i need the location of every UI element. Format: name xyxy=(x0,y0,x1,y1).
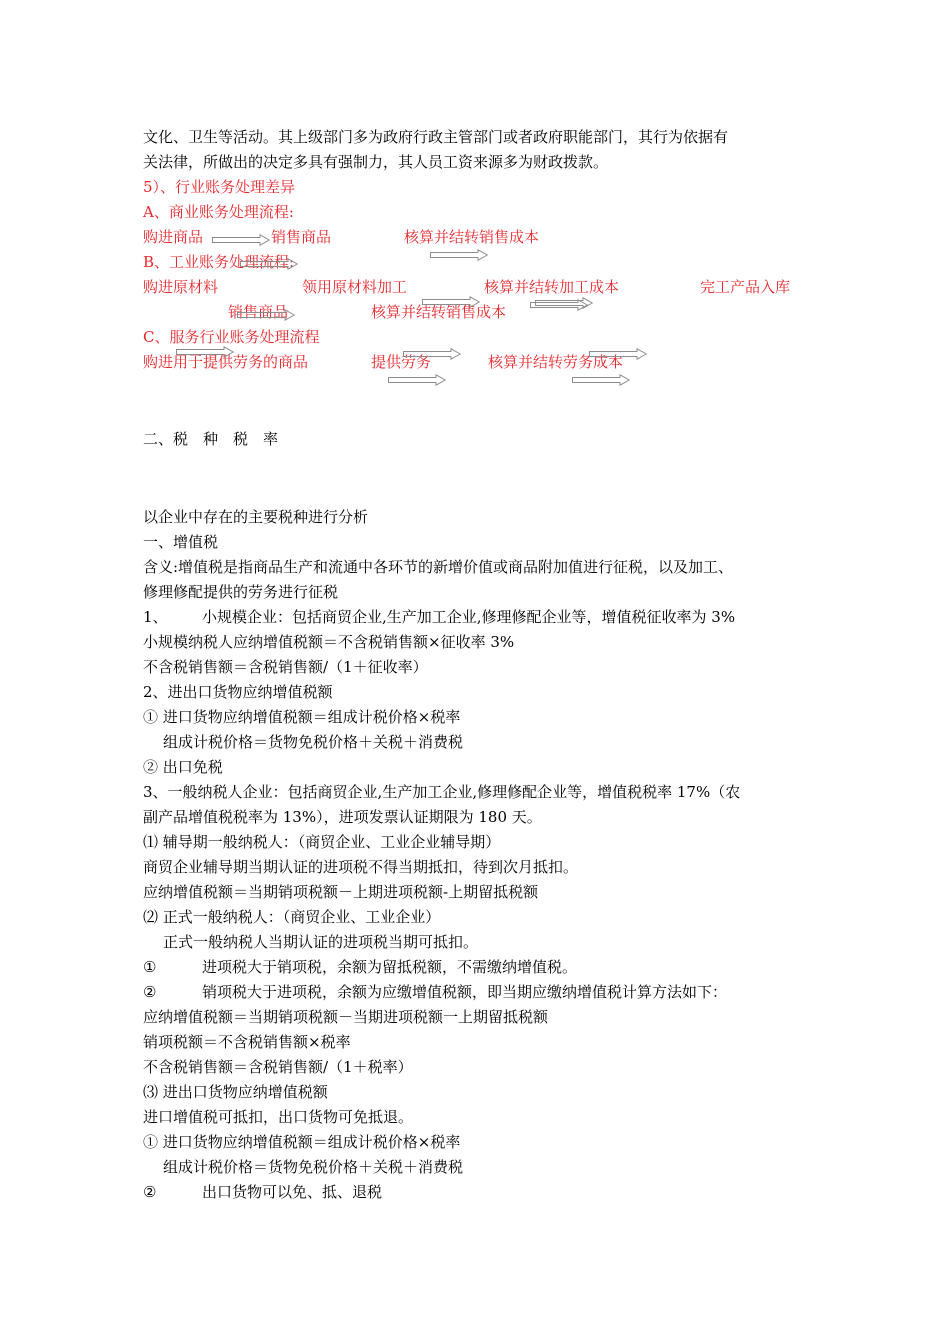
flow-a-title: A、商业账务处理流程: xyxy=(143,203,294,221)
flow-a-step-1: 购进商品 xyxy=(143,228,204,246)
body-line: 2、进出口货物应纳增值税额 xyxy=(143,683,333,701)
flow-arrow-icon xyxy=(240,258,298,270)
flow-arrow-icon xyxy=(388,374,446,386)
body-line: ⑶ 进出口货物应纳增值税额 xyxy=(143,1083,328,1101)
body-line: ② 出口免税 xyxy=(143,758,223,776)
subsection-heading: 一、增值税 xyxy=(143,533,219,551)
formula-line: ① 进口货物应纳增值税额＝组成计税价格×税率 xyxy=(143,708,461,726)
flow-b-step-2: 领用原材料加工 xyxy=(302,278,408,296)
formula-line: 组成计税价格＝货物免税价格＋关税＋消费税 xyxy=(163,1158,464,1176)
body-line: 出口货物可以免、抵、退税 xyxy=(202,1183,383,1201)
flow-arrow-icon xyxy=(176,346,234,358)
flow-c-title: C、服务行业账务处理流程 xyxy=(143,328,320,346)
body-line: 进项税大于销项税，余额为留抵税额，不需缴纳增值税。 xyxy=(202,958,578,976)
body-line: 商贸企业辅导期当期认证的进项税不得当期抵扣，待到次月抵扣。 xyxy=(143,858,579,876)
body-line: 进口增值税可抵扣，出口货物可免抵退。 xyxy=(143,1108,414,1126)
flow-b-step-3: 核算并结转加工成本 xyxy=(484,278,620,296)
formula-line: 销项税额＝不含税销售额×税率 xyxy=(143,1033,351,1051)
body-line: 副产品增值税税率为 13%），进项发票认证期限为 180 天。 xyxy=(143,808,542,826)
flow-a-step-2: 销售商品 xyxy=(271,228,332,246)
section-heading: 二、税 种 税 率 xyxy=(143,430,279,448)
list-number: ② xyxy=(143,1183,157,1201)
flow-b-step-4: 完工产品入库 xyxy=(700,278,791,296)
flow-arrow-icon xyxy=(422,296,480,308)
flow-b-step-1: 购进原材料 xyxy=(143,278,219,296)
flow-arrow-icon xyxy=(237,309,295,321)
body-line: 以企业中存在的主要税种进行分析 xyxy=(143,508,369,526)
list-number: 1、 xyxy=(143,608,168,626)
flow-b-step-5: 销售商品 xyxy=(228,303,289,321)
flow-arrow-icon xyxy=(403,348,461,360)
formula-line: 组成计税价格＝货物免税价格＋关税＋消费税 xyxy=(163,733,464,751)
body-line: 修理修配提供的劳务进行征税 xyxy=(143,583,339,601)
flow-b-title: B、工业账务处理流程: xyxy=(143,253,295,271)
flow-b-step-6: 核算并结转销售成本 xyxy=(371,303,507,321)
intro-line-2: 关法律，所做出的决定多具有强制力，其人员工资来源多为财政拨款。 xyxy=(143,153,609,171)
flow-a-step-3: 核算并结转销售成本 xyxy=(404,228,540,246)
flow-arrow-icon xyxy=(589,348,647,360)
list-number: ② xyxy=(143,983,157,1001)
flow-arrow-icon xyxy=(572,374,630,386)
formula-line: 应纳增值税额＝当期销项税额－当期进项税额一上期留抵税额 xyxy=(143,1008,549,1026)
list-number: ① xyxy=(143,958,157,976)
formula-line: 不含税销售额＝含税销售额/（1＋征收率） xyxy=(143,658,428,676)
body-line: 含义:增值税是指商品生产和流通中各环节的新增价值或商品附加值进行征税，以及加工、 xyxy=(143,558,734,576)
formula-line: ① 进口货物应纳增值税额＝组成计税价格×税率 xyxy=(143,1133,461,1151)
body-line: 正式一般纳税人当期认证的进项税当期可抵扣。 xyxy=(163,933,479,951)
formula-line: 小规模纳税人应纳增值税额＝不含税销售额×征收率 3% xyxy=(143,633,515,651)
diff-heading: 5）、行业账务处理差异 xyxy=(143,178,296,196)
formula-line: 不含税销售额＝含税销售额/（1＋税率） xyxy=(143,1058,413,1076)
body-line: ⑴ 辅导期一般纳税人：（商贸企业、工业企业辅导期） xyxy=(143,833,501,851)
body-line: 小规模企业：包括商贸企业,生产加工企业,修理修配企业等，增值税征收率为 3% xyxy=(202,608,736,626)
flow-c-step-1: 购进用于提供劳务的商品 xyxy=(143,353,309,371)
flow-c-step-2: 提供劳务 xyxy=(371,353,432,371)
flow-arrow-icon xyxy=(212,234,270,246)
body-line: 3、一般纳税人企业：包括商贸企业,生产加工企业,修理修配企业等，增值税税率 17%（农 xyxy=(143,783,741,801)
flow-c-step-3: 核算并结转劳务成本 xyxy=(488,353,624,371)
formula-line: 应纳增值税额＝当期销项税额－上期进项税额-上期留抵税额 xyxy=(143,883,539,901)
flow-arrow-icon xyxy=(430,249,488,261)
body-line: ⑵ 正式一般纳税人：（商贸企业、工业企业） xyxy=(143,908,441,926)
intro-line-1: 文化、卫生等活动。其上级部门多为政府行政主管部门或者政府职能部门，其行为依据有 xyxy=(143,128,729,146)
body-line: 销项税大于进项税，余额为应缴增值税额，即当期应缴纳增值税计算方法如下： xyxy=(202,983,728,1001)
flow-arrow-icon xyxy=(530,299,588,311)
